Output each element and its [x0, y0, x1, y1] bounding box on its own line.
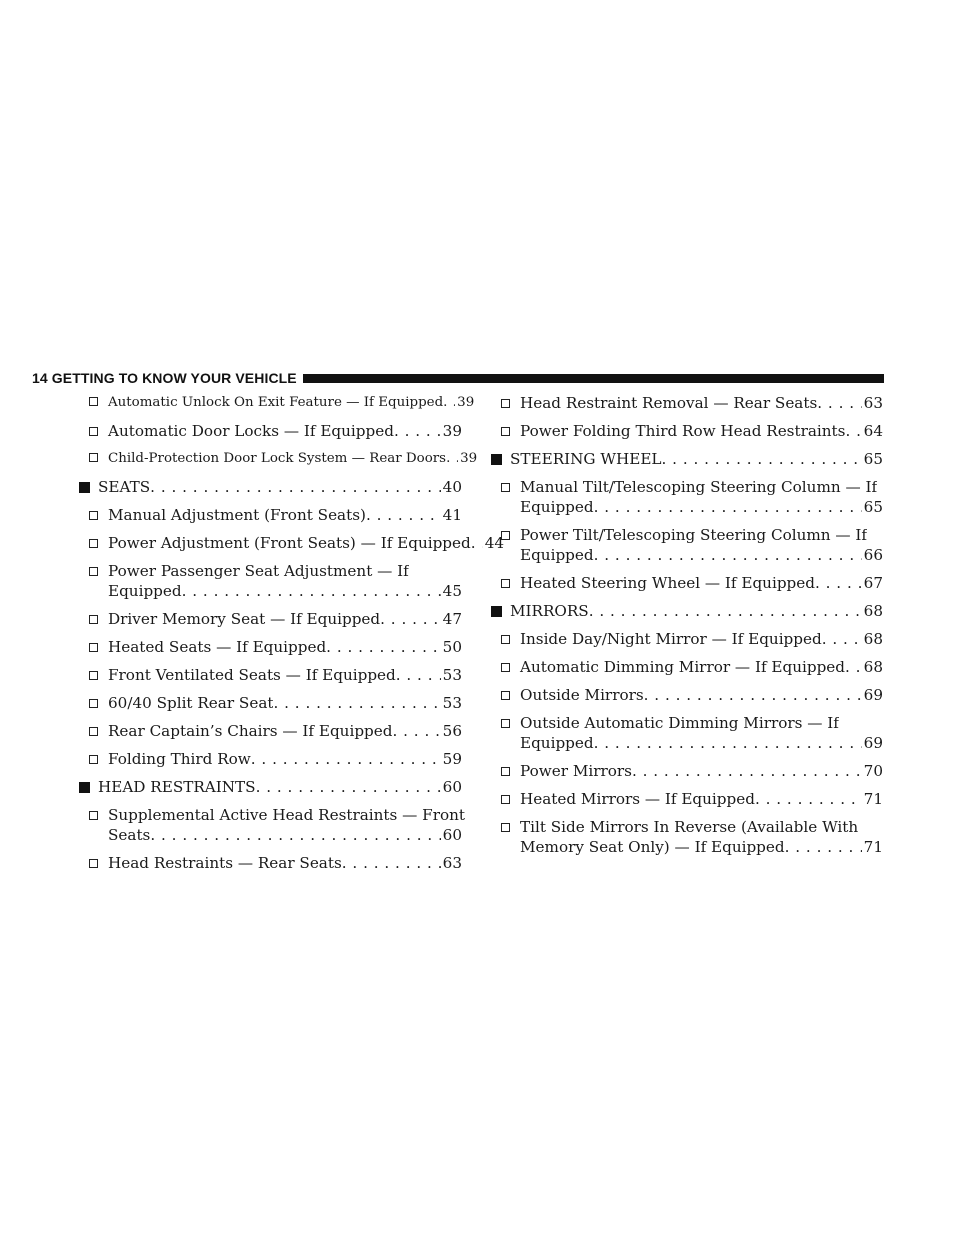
toc-entry[interactable] — [79, 721, 462, 741]
toc-entry-title: Head Restraint Removal — Rear Seats — [501, 393, 817, 413]
toc-entry-line — [89, 505, 462, 525]
page-header-text — [32, 370, 297, 386]
toc-entry-line — [89, 805, 465, 825]
filled-square-bullet-icon — [491, 606, 502, 617]
hollow-square-bullet-icon — [89, 699, 98, 708]
toc-page-number: 41 — [442, 506, 462, 524]
toc-entry-line — [501, 837, 883, 857]
hollow-square-bullet-icon — [89, 811, 98, 820]
toc-section-heading[interactable] — [79, 477, 462, 497]
toc-page-number: 39 — [457, 395, 475, 410]
toc-page-number: 59 — [442, 750, 462, 768]
dot-leader — [589, 601, 862, 621]
hollow-square-bullet-icon — [501, 579, 510, 588]
dot-leader — [326, 637, 441, 657]
toc-entry-title: Heated Seats — If Equipped — [89, 637, 326, 657]
page-number: 14 — [32, 370, 48, 386]
toc-entry-title: Rear Captain’s Chairs — If Equipped — [89, 721, 392, 741]
toc-entry-line — [501, 629, 883, 649]
filled-square-bullet-icon — [491, 454, 502, 465]
hollow-square-bullet-icon — [501, 427, 510, 436]
toc-entry-line — [89, 721, 462, 741]
header-rule — [303, 374, 884, 383]
hollow-square-bullet-icon — [89, 567, 98, 576]
dot-leader — [396, 665, 441, 685]
hollow-square-bullet-icon — [89, 453, 98, 462]
toc-entry[interactable] — [491, 573, 883, 593]
toc-entry-line — [501, 497, 883, 517]
toc-entry-line — [79, 477, 462, 497]
hollow-square-bullet-icon — [89, 397, 98, 406]
toc-page-number: 60 — [442, 826, 462, 844]
toc-column-right — [491, 393, 883, 857]
dot-leader — [594, 545, 862, 565]
toc-section-heading[interactable] — [491, 601, 883, 621]
toc-page-number: 63 — [442, 854, 462, 872]
toc-page-number: 39 — [442, 422, 462, 440]
toc-entry-title: Equipped — [108, 582, 182, 600]
dot-leader — [815, 573, 862, 593]
toc-entry[interactable] — [79, 693, 462, 713]
dot-leader — [785, 837, 862, 857]
section-title: GETTING TO KNOW YOUR VEHICLE — [51, 370, 297, 386]
toc-entry-line — [89, 853, 462, 873]
toc-entry[interactable] — [79, 665, 462, 685]
toc-entry[interactable] — [79, 449, 478, 469]
hollow-square-bullet-icon — [89, 539, 98, 548]
toc-entry-title: Heated Steering Wheel — If Equipped — [501, 573, 815, 593]
toc-page-number: 71 — [863, 838, 883, 856]
toc-entry-title: Heated Mirrors — If Equipped — [501, 789, 755, 809]
toc-page-number: 47 — [442, 610, 462, 628]
dot-leader — [644, 685, 862, 705]
hollow-square-bullet-icon — [501, 823, 510, 832]
toc-entry[interactable] — [79, 393, 475, 413]
hollow-square-bullet-icon — [89, 671, 98, 680]
toc-page-number: 60 — [442, 778, 462, 796]
toc-entry-title: Power Adjustment (Front Seats) — If Equipped — [89, 533, 471, 553]
toc-entry-title: Child-Protection Door Lock System — Rear Doors — [89, 449, 446, 469]
toc-entry-title: Automatic Door Locks — If Equipped — [89, 421, 394, 441]
toc-entry-title: Outside Mirrors — [501, 685, 644, 705]
dot-leader — [822, 629, 862, 649]
dot-leader — [366, 505, 441, 525]
toc-page-number: 69 — [863, 686, 883, 704]
toc-page-number: 63 — [863, 394, 883, 412]
toc-entry-title: Power Tilt/Telescoping Steering Column — If — [501, 525, 867, 545]
toc-entry-line — [491, 601, 883, 621]
toc-page-number: 39 — [460, 451, 478, 466]
toc-entry-title: Outside Automatic Dimming Mirrors — If — [501, 713, 839, 733]
toc-section-heading[interactable] — [491, 449, 883, 469]
toc-entry[interactable] — [491, 477, 883, 517]
dot-leader — [446, 449, 458, 469]
toc-entry-title: Memory Seat Only) — If Equipped — [520, 838, 785, 856]
toc-entry[interactable] — [79, 749, 462, 769]
hollow-square-bullet-icon — [501, 691, 510, 700]
dot-leader — [273, 693, 440, 713]
toc-page-number: 65 — [863, 450, 883, 468]
dot-leader — [392, 721, 440, 741]
toc-entry-line — [89, 693, 462, 713]
hollow-square-bullet-icon — [501, 719, 510, 728]
toc-entry[interactable] — [491, 629, 883, 649]
toc-entry-title: Equipped — [520, 546, 594, 564]
hollow-square-bullet-icon — [89, 615, 98, 624]
toc-entry[interactable] — [491, 713, 883, 753]
dot-leader — [380, 609, 441, 629]
hollow-square-bullet-icon — [89, 727, 98, 736]
dot-leader — [471, 533, 483, 553]
toc-entry-line — [501, 545, 883, 565]
dot-leader — [256, 777, 441, 797]
dot-leader — [150, 825, 440, 845]
toc-entry[interactable] — [79, 561, 462, 601]
toc-entry-title: STEERING WHEEL — [491, 449, 662, 469]
dot-leader — [662, 449, 862, 469]
toc-entry-title: Power Folding Third Row Head Restraints — [501, 421, 845, 441]
dot-leader — [632, 761, 862, 781]
toc-entry[interactable] — [491, 761, 883, 781]
toc-entry-line — [501, 573, 883, 593]
dot-leader — [394, 421, 441, 441]
toc-entry-title: Power Mirrors — [501, 761, 632, 781]
dot-leader — [594, 497, 862, 517]
toc-entry[interactable] — [79, 421, 462, 441]
dot-leader — [182, 581, 441, 601]
toc-entry-title: Equipped — [520, 498, 594, 516]
toc-entry-line — [79, 777, 462, 797]
toc-page-number: 45 — [442, 582, 462, 600]
toc-entry-line — [501, 817, 883, 837]
toc-page-number: 68 — [863, 658, 883, 676]
toc-page-number: 67 — [863, 574, 883, 592]
toc-entry[interactable] — [491, 393, 883, 413]
hollow-square-bullet-icon — [501, 399, 510, 408]
toc-entry-line — [501, 657, 883, 677]
toc-page-number: 53 — [442, 694, 462, 712]
toc-entry[interactable] — [491, 685, 883, 705]
toc-entry[interactable] — [79, 505, 462, 525]
toc-page-number: 68 — [863, 602, 883, 620]
hollow-square-bullet-icon — [89, 427, 98, 436]
toc-entry[interactable] — [491, 789, 883, 809]
toc-entry[interactable] — [491, 421, 883, 441]
hollow-square-bullet-icon — [501, 663, 510, 672]
toc-entry-title: SEATS — [79, 477, 150, 497]
hollow-square-bullet-icon — [89, 859, 98, 868]
dot-leader — [845, 657, 862, 677]
toc-entry-title: 60/40 Split Rear Seat — [89, 693, 273, 713]
toc-entry-title: Inside Day/Night Mirror — If Equipped — [501, 629, 822, 649]
toc-entry-line — [501, 733, 883, 753]
dot-leader — [443, 393, 455, 413]
toc-page-number: 53 — [442, 666, 462, 684]
toc-entry-title: MIRRORS — [491, 601, 589, 621]
toc-page-number: 64 — [863, 422, 883, 440]
toc-entry-line — [89, 609, 462, 629]
hollow-square-bullet-icon — [89, 643, 98, 652]
dot-leader — [594, 733, 862, 753]
toc-entry-line — [491, 449, 883, 469]
dot-leader — [845, 421, 861, 441]
toc-entry-line — [501, 713, 883, 733]
toc-column-left — [79, 393, 505, 873]
toc-entry-title: Manual Adjustment (Front Seats) — [89, 505, 366, 525]
toc-page-number: 71 — [863, 790, 883, 808]
toc-entry-line — [501, 685, 883, 705]
toc-entry[interactable] — [491, 817, 883, 857]
toc-entry-line — [89, 561, 462, 581]
toc-entry-line — [89, 637, 462, 657]
dot-leader — [755, 789, 862, 809]
toc-entry-title: Seats — [108, 826, 151, 844]
toc-entry-line — [501, 393, 883, 413]
toc-entry-title: Supplemental Active Head Restraints — Front — [89, 805, 465, 825]
toc-entry-title: Driver Memory Seat — If Equipped — [89, 609, 380, 629]
dot-leader — [342, 853, 441, 873]
toc-entry-line — [501, 525, 883, 545]
toc-entry-line — [89, 449, 478, 469]
toc-entry-line — [89, 581, 462, 601]
toc-entry-line — [89, 421, 462, 441]
dot-leader — [251, 749, 441, 769]
toc-entry-title: Folding Third Row — [89, 749, 251, 769]
hollow-square-bullet-icon — [501, 795, 510, 804]
hollow-square-bullet-icon — [89, 511, 98, 520]
hollow-square-bullet-icon — [501, 767, 510, 776]
hollow-square-bullet-icon — [89, 755, 98, 764]
toc-entry-line — [89, 825, 462, 845]
toc-page-number: 65 — [863, 498, 883, 516]
toc-entry[interactable] — [79, 637, 462, 657]
toc-page-number: 50 — [442, 638, 462, 656]
toc-entry-title: Automatic Dimming Mirror — If Equipped — [501, 657, 845, 677]
toc-entry-title: Head Restraints — Rear Seats — [89, 853, 342, 873]
toc-entry-title: Tilt Side Mirrors In Reverse (Available With — [501, 817, 858, 837]
toc-page-number: 44 — [484, 534, 505, 552]
toc-entry-line — [501, 761, 883, 781]
filled-square-bullet-icon — [79, 782, 90, 793]
toc-entry-line — [501, 477, 883, 497]
toc-entry-title: Equipped — [520, 734, 594, 752]
toc-entry[interactable] — [491, 525, 883, 565]
toc-entry-line — [89, 665, 462, 685]
toc-entry-line — [89, 393, 475, 413]
toc-entry-line — [501, 789, 883, 809]
dot-leader — [817, 393, 861, 413]
toc-entry[interactable] — [79, 609, 462, 629]
toc-page-number: 66 — [863, 546, 883, 564]
toc-page-number: 69 — [863, 734, 883, 752]
toc-entry[interactable] — [491, 657, 883, 677]
toc-entry-title: HEAD RESTRAINTS — [79, 777, 256, 797]
toc-entry-title: Manual Tilt/Telescoping Steering Column — If — [501, 477, 877, 497]
toc-entry-line — [501, 421, 883, 441]
toc-entry-title: Front Ventilated Seats — If Equipped — [89, 665, 396, 685]
hollow-square-bullet-icon — [501, 483, 510, 492]
toc-entry-title: Power Passenger Seat Adjustment — If — [89, 561, 409, 581]
toc-entry[interactable] — [79, 853, 462, 873]
dot-leader — [150, 477, 441, 497]
hollow-square-bullet-icon — [501, 635, 510, 644]
toc-entry-line — [89, 533, 505, 553]
toc-page-number: 40 — [442, 478, 462, 496]
hollow-square-bullet-icon — [501, 531, 510, 540]
toc-page-number: 68 — [863, 630, 883, 648]
toc-page-number: 70 — [863, 762, 883, 780]
filled-square-bullet-icon — [79, 482, 90, 493]
toc-section-heading[interactable] — [79, 777, 462, 797]
toc-page-number: 56 — [442, 722, 462, 740]
toc-entry-title: Automatic Unlock On Exit Feature — If Equipped — [89, 393, 443, 413]
page-header — [32, 369, 884, 387]
toc-entry[interactable] — [79, 533, 505, 553]
toc-entry[interactable] — [79, 805, 465, 845]
toc-entry-line — [89, 749, 462, 769]
